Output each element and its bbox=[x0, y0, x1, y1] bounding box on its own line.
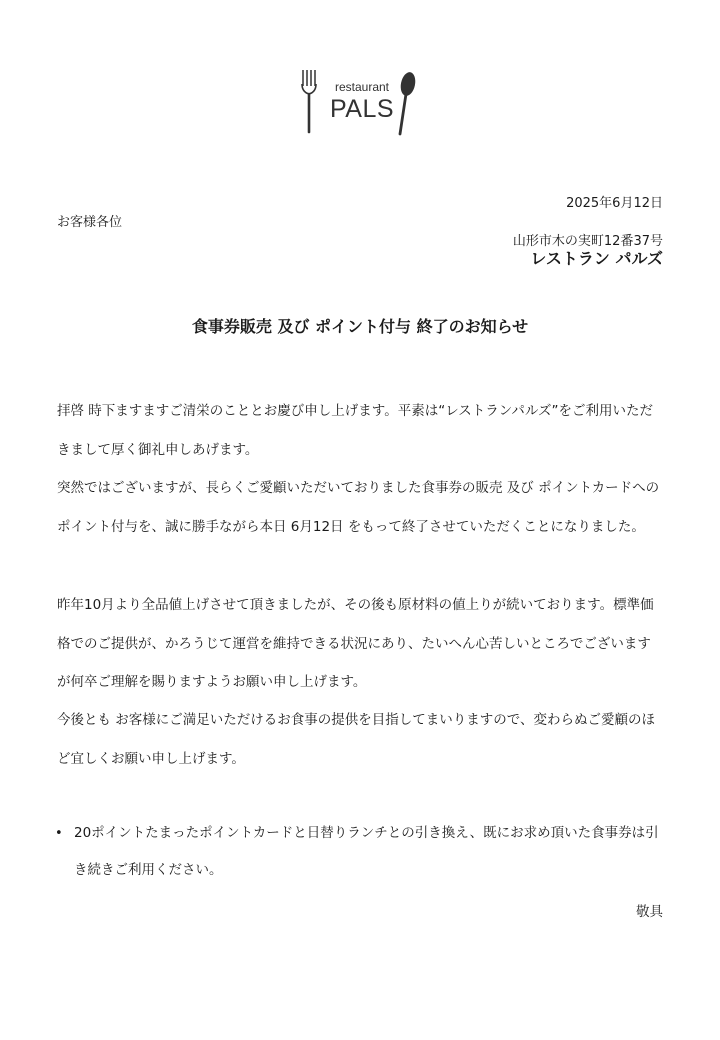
bullet-marker: • bbox=[55, 826, 63, 841]
paragraph-thanks: 今後とも お客様にご満足いただけるお食事の提供を目指してまいりますので、変わらぬご愛顧のほど宜しくお願い申し上げます。 bbox=[57, 712, 656, 767]
paragraph-announcement: 突然ではございますが、長らくご愛顧いただいておりました食事券の販売 及び ポイントカードへのポイント付与を、誠に勝手ながら本日 6月12日 をもって終了させていただくことになりました。 bbox=[57, 480, 660, 535]
logo-subtitle: restaurant bbox=[334, 80, 390, 94]
restaurant-logo bbox=[300, 66, 424, 140]
logo-name: PALS bbox=[329, 95, 395, 123]
notice-title: 食事券販売 及び ポイント付与 終了のお知らせ bbox=[191, 317, 529, 336]
fork-icon bbox=[300, 66, 318, 136]
closing-remark: 敬具 bbox=[636, 904, 663, 920]
sender-company: レストラン パルズ bbox=[530, 249, 663, 268]
sender-address: 山形市木の実町12番37号 bbox=[512, 234, 663, 249]
letter-date: 2025年6月12日 bbox=[566, 196, 663, 211]
paragraph-reason: 昨年10月より全品値上げさせて頂きましたが、その後も原材料の値上りが続いております。標準価格でのご提供が、かろうじて運営を維持できる状況にあり、たいへん心苦しいところでございますが何卒ご理解を賜りますようお願い申し上げます。 bbox=[57, 597, 654, 690]
paragraph-greeting: 拝啓 時下ますますご清栄のこととお慶び申し上げます。平素は“レストランパルズ”をご利用いただきまして厚く御礼申しあげます。 bbox=[57, 403, 653, 458]
recipient: お客様各位 bbox=[57, 215, 123, 230]
bullet-text: 20ポイントたまったポイントカードと日替りランチとの引き換え、既にお求め頂いた食事券は引き続きご利用ください。 bbox=[74, 825, 659, 878]
